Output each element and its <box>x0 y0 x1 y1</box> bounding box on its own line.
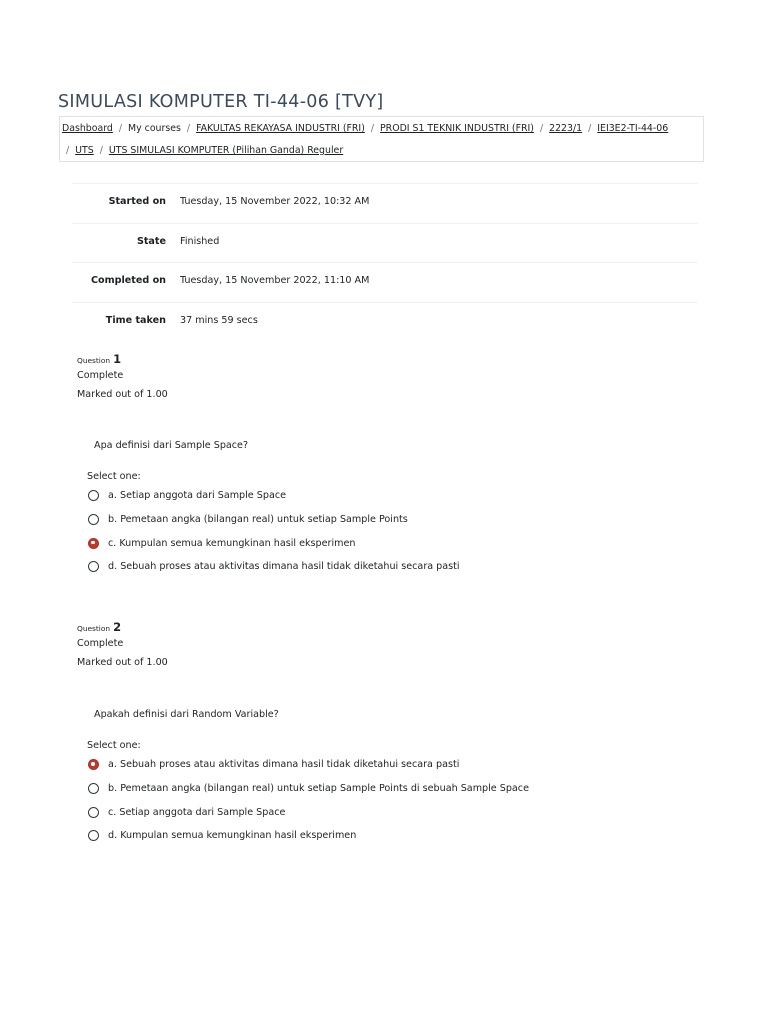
question-1-text: Apa definisi dari Sample Space? <box>94 440 249 451</box>
answer-label: b. Pemetaan angka (bilangan real) untuk setiap Sample Points di sebuah Sample Space <box>108 782 529 794</box>
breadcrumb-separator: / <box>588 123 592 134</box>
answer-label: d. Kumpulan semua kemungkinan hasil eksperimen <box>108 830 357 842</box>
question-grade: Marked out of 1.00 <box>77 389 168 400</box>
question-2-info <box>77 620 168 668</box>
summary-row-state <box>72 223 698 263</box>
answer-label: a. Setiap anggota dari Sample Space <box>108 490 286 501</box>
started-on-value: Tuesday, 15 November 2022, 10:32 AM <box>180 196 370 207</box>
summary-row-time-taken <box>72 302 698 342</box>
radio-button[interactable] <box>88 830 99 841</box>
started-on-label: Started on <box>108 196 166 207</box>
breadcrumb-dashboard[interactable]: Dashboard <box>62 123 113 134</box>
radio-button[interactable] <box>88 490 99 501</box>
question-2-select-label: Select one: <box>87 740 141 751</box>
summary-row-completed <box>72 262 698 302</box>
question-prefix: Question <box>77 624 111 633</box>
breadcrumb-semester[interactable]: 2223/1 <box>549 123 583 134</box>
question-state: Complete <box>77 370 124 381</box>
breadcrumb-separator: / <box>539 123 544 134</box>
breadcrumb-program[interactable]: PRODI S1 TEKNIK INDUSTRI (FRI) <box>380 123 534 134</box>
question-state: Complete <box>77 638 124 649</box>
page-title: SIMULASI KOMPUTER TI-44-06 [TVY] <box>58 92 384 112</box>
attempt-summary-table <box>72 183 698 341</box>
answer-label: a. Sebuah proses atau aktivitas dimana hasil tidak diketahui secara pasti <box>108 759 460 770</box>
question-prefix: Question <box>77 356 111 365</box>
state-label: State <box>136 235 166 247</box>
question-number-value: 2 <box>113 620 122 634</box>
radio-button-selected[interactable] <box>88 538 99 549</box>
time-taken-value: 37 mins 59 secs <box>180 314 258 326</box>
breadcrumb-my-courses: My courses <box>128 123 181 134</box>
question-1-select-label: Select one: <box>87 471 141 482</box>
breadcrumb <box>59 116 704 162</box>
question-number-value: 1 <box>113 352 122 366</box>
time-taken-label: Time taken <box>105 314 166 326</box>
breadcrumb-uts[interactable]: UTS <box>75 145 94 156</box>
completed-on-label: Completed on <box>90 275 166 286</box>
question-1-info <box>77 352 168 400</box>
summary-row-started <box>72 183 698 223</box>
breadcrumb-separator: / <box>99 145 103 156</box>
completed-on-value: Tuesday, 15 November 2022, 11:10 AM <box>180 275 370 286</box>
breadcrumb-separator: / <box>370 123 375 134</box>
answer-label: b. Pemetaan angka (bilangan real) untuk setiap Sample Points <box>108 513 408 525</box>
question-number <box>77 352 168 366</box>
question-grade: Marked out of 1.00 <box>77 657 168 668</box>
breadcrumb-separator: / <box>118 123 123 134</box>
breadcrumb-separator: / <box>66 145 70 156</box>
question-number <box>77 620 168 634</box>
state-value: Finished <box>180 235 220 247</box>
radio-button[interactable] <box>88 514 99 525</box>
answer-label: c. Setiap anggota dari Sample Space <box>108 806 286 818</box>
answer-label: d. Sebuah proses atau aktivitas dimana hasil tidak diketahui secara pasti <box>108 561 460 573</box>
question-2-text: Apakah definisi dari Random Variable? <box>94 709 279 720</box>
radio-button[interactable] <box>88 807 99 818</box>
breadcrumb-faculty[interactable]: FAKULTAS REKAYASA INDUSTRI (FRI) <box>196 123 365 134</box>
radio-button[interactable] <box>88 783 99 794</box>
breadcrumb-course-code[interactable]: IEI3E2-TI-44-06 <box>597 123 669 134</box>
breadcrumb-separator: / <box>186 123 191 134</box>
breadcrumb-quiz[interactable]: UTS SIMULASI KOMPUTER (Pilihan Ganda) Reguler <box>108 145 344 156</box>
radio-button[interactable] <box>88 561 99 572</box>
answer-label: c. Kumpulan semua kemungkinan hasil eksperimen <box>108 537 356 549</box>
radio-button-selected[interactable] <box>88 759 99 770</box>
